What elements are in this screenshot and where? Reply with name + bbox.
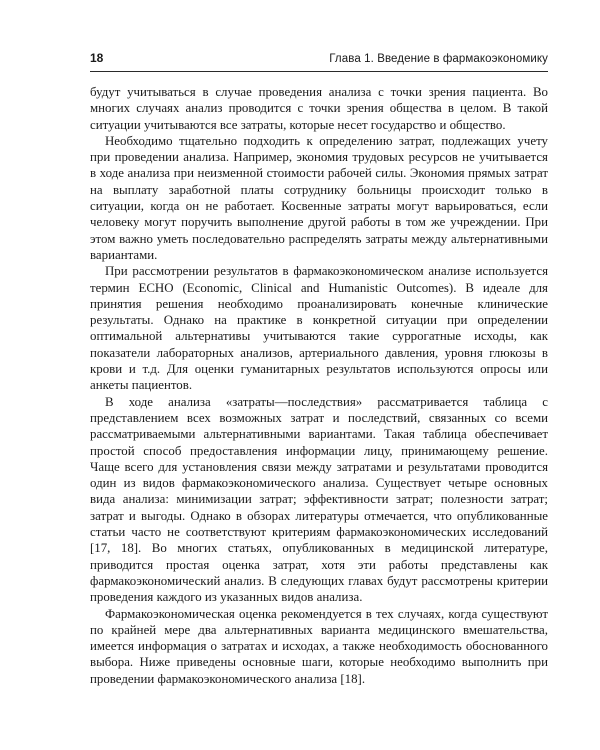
body-text [90,84,548,687]
paragraph-cost-consequence: В ходе анализа «затраты—последствия» рассматривается таблица с представлением всех возможных затрат и последствий, связанных со всеми рассматриваемыми альтернативными вариантами. Такая таблица обеспечивает простой способ предоставления информации лицу, принимающему решение. Чаще всего для установления связи между затратами и результатами проводится один из видов фармакоэкономического анализа. Существует четыре основных вида анализа: минимизации затрат; эффективности затрат; полезности затрат; затрат и выгоды. Однако в обзорах литературы отмечается, что опубликованные статьи часто не соответствуют критериям фармакоэкономических исследований [17, 18]. Во многих статьях, опубликованных в медицинской литературе, приводится простая оценка затрат, хотя эти работы представлены как фармакоэкономический анализ. В следующих главах будут рассмотрены критерии проведения каждого из указанных видов анализа. [90,394,548,605]
paragraph-evaluation-recommendation: Фармакоэкономическая оценка рекомендуется в тех случаях, когда существуют по крайней мере два альтернативных варианта медицинского вмешательства, имеется информация о затратах и исходах, а также необходимость обоснованного выбора. Ниже приведены основные шаги, которые необходимо выполнить при проведении фармакоэкономического анализа [18]. [90,606,548,686]
paragraph-continued: будут учитываться в случае проведения анализа с точки зрения пациента. Во многих случаях анализ проводится с точки зрения общества в целом. В такой ситуации учитываются все затраты, которые несет государство и общество. [90,85,548,132]
paragraph-echo-outcomes: При рассмотрении результатов в фармакоэкономическом анализе используется термин ECHO (Economic, Clinical and Humanistic Outcomes). В идеале для принятия решения необходимо проанализировать конечные клинические результаты. Однако на практике в конкретной ситуации при определении оптимальной альтернативы учитываются такие суррогатные исходы, как показатели лабораторных анализов, артериального давления, уровня глюкозы в крови и т.д. Для оценки гуманитарных результатов используются опросы или анкеты пациентов. [90,264,548,393]
paragraph-cost-determination: Необходимо тщательно подходить к определению затрат, подлежащих учету при проведении анализа. Например, экономия трудовых ресурсов не учитывается в ходе анализа при неизменной стоимости рабочей силы. Экономия прямых затрат на выплату заработной платы сотруднику больницы происходит только в ситуации, когда он не работает. Косвенные затраты могут варьироваться, если человеку могут поручить выполнение другой работы в том же учреждении. При этом важно уметь последовательно распределять затраты между альтернативными вариантами. [90,133,548,262]
page-header [90,51,548,72]
running-head: Глава 1. Введение в фармакоэкономику [329,53,548,65]
page-number: 18 [90,51,104,65]
